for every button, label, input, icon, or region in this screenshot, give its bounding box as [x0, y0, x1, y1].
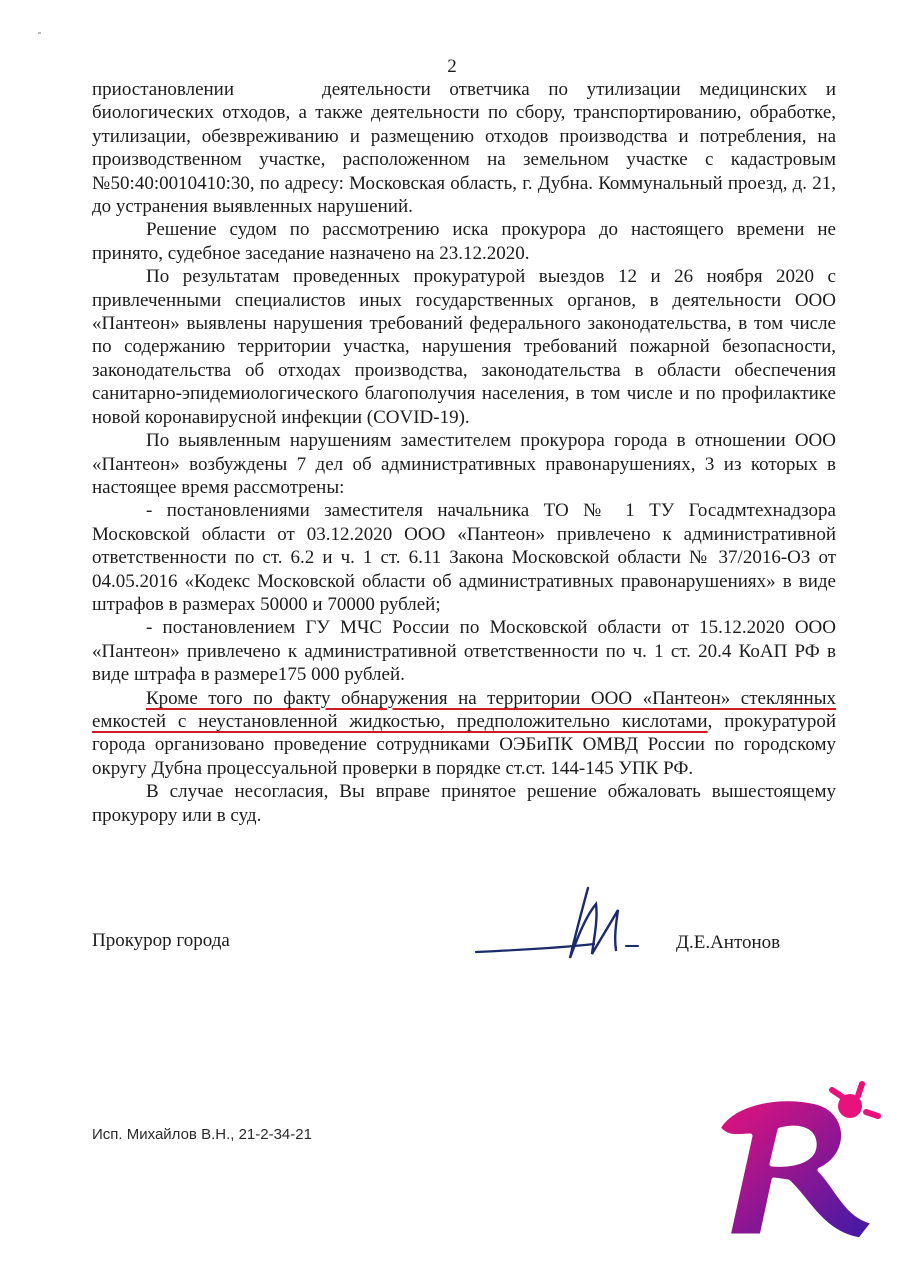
page-number: 2 [447, 56, 457, 77]
handwritten-signature [470, 880, 660, 970]
paragraph-acid-containers-rest: , прокуратурой города организовано проведение сотрудниками ОЭБиПК ОМВД России по городскому округу Дубна процессуальной проверки в порядке ст.ст. 144-145 УПК РФ. [92, 710, 836, 779]
paragraph-acid-containers [92, 687, 836, 781]
paragraph-suspension-rest: деятельности ответчика по утилизации медицинских и биологических отходов, а также деятельности по сбору, транспортированию, обработке, утилизации, обезвреживанию и размещению отходов производства и потребления, на производственном участке, расположенном на земельном участке с кадастровым №50:40:0010410:30, по адресу: Московская область, г. Дубна. Коммунальный проезд, д. 21, до устранения выявленных нарушений. [92, 79, 836, 218]
paragraph-appeal-rights: В случае несогласия, Вы вправе принятое решение обжаловать вышестоящему прокурору или в суд. [92, 781, 836, 826]
executor-line: Исп. Михайлов В.Н., 21-2-34-21 [92, 1126, 312, 1143]
signatory-role: Прокурор города [92, 930, 230, 951]
paragraph-suspension-start: приостановлении [92, 79, 235, 100]
signatory-name: Д.Е.Антонов [676, 932, 781, 953]
paragraph-penalty-gostekhnadzor: - постановлениями заместителя начальника ТО № 1 ТУ Госадмтехнадзора Московской области от 03.12.2020 ООО «Пантеон» привлечено к административной ответственности по ст. 6.2 и ч. 1 ст. 6.11 Закона Московской области № 37/2016-ОЗ от 04.05.2016 «Кодекс Московской области об административных правонарушениях» в виде штрафов в размерах 50000 и 70000 рублей; [92, 500, 836, 615]
paragraph-inspection-results: По результатам проведенных прокуратурой выездов 12 и 26 ноября 2020 с привлеченными специалистов иных государственных органов, в деятельности ООО «Пантеон» выявлены нарушения требований федерального законодательства, в том числе по содержанию территории участка, нарушения требований пожарной безопасности, законодательства об отходах производства, законодательства в области обеспечения санитарно-эпидемиологического благополучия населения, в том числе и по профилактике новой коронавирусной инфекции (COVID-19). [92, 266, 836, 428]
letter-body [92, 78, 836, 827]
paragraph-administrative-cases: По выявленным нарушениям заместителем прокурора города в отношении ООО «Пантеон» возбуждены 7 дел об административных правонарушениях, 3 из которых в настоящее время рассмотрены: [92, 430, 836, 498]
paragraph-court-decision: Решение судом по рассмотрению иска прокурора до настоящего времени не принято, судебное заседание назначено на 23.12.2020. [92, 219, 836, 264]
paragraph-suspension [92, 78, 836, 218]
underlined-passage: Кроме того по факту обнаружения на территории ООО «Пантеон» стеклянных емкостей с неустановленной жидкостью, предположительно кислотами [92, 687, 836, 732]
scan-speck [38, 32, 41, 34]
paragraph-penalty-mchs: - постановлением ГУ МЧС России по Московской области от 15.12.2020 ООО «Пантеон» привлечено к административной ответственности по ч. 1 ст. 20.4 КоАП РФ в виде штрафа в размере175 000 рублей. [92, 617, 836, 686]
r-logo-icon [704, 1076, 884, 1252]
